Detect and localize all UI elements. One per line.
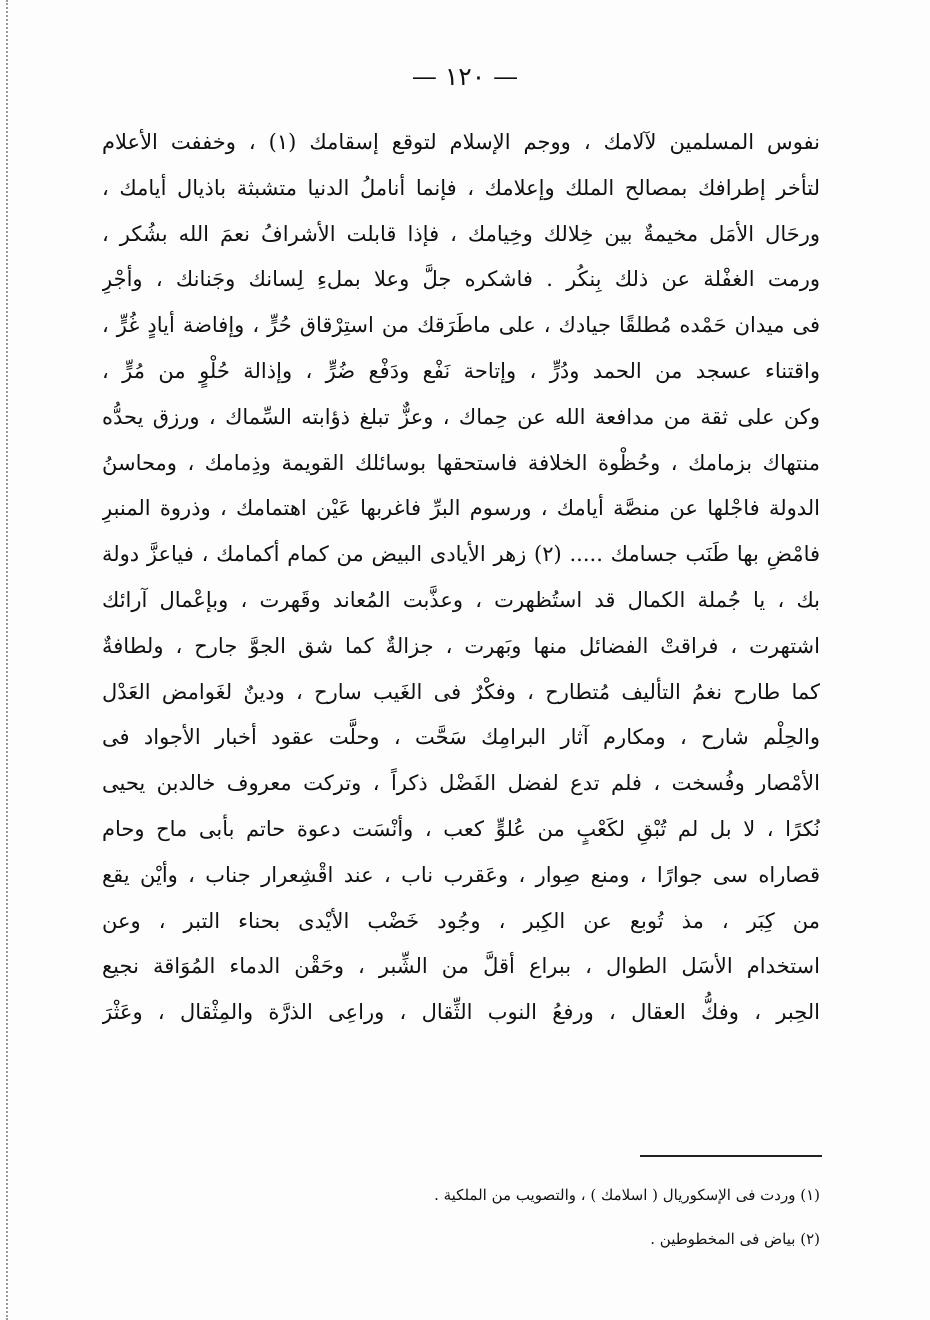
text-line: ورمت الغفْلة عن ذلك بِنكُر . فاشكره جلَّ وعلا بملءِ لِسانك وجَنانك ، وأجْرِ — [102, 267, 820, 292]
text-line: لتأخر إطرافك بمصالح الملك وإعلامك ، فإنما أناملُ الدنيا متشبثة باذيال أيامك ، — [102, 175, 820, 200]
text-line: كما طارح نغمُ التأليف مُتطارح ، وفكْرٌ فى الغَيب سارح ، ودينٌ لغَوامض العَدْل — [102, 679, 820, 704]
footnotes — [300, 1180, 820, 1268]
text-line: منتهاك بزمامك ، وحُظْوة الخلافة فاستحقها بوسائلك القويمة وذِمامك ، ومحاسنُ — [102, 450, 820, 475]
text-line: من كِبَر ، مذ تُوبع عن الكِبر ، وجُود خَضْب الأيْدى بحناء التبر ، وعن — [102, 908, 820, 933]
page-number: — ١٢٠ — — [411, 62, 519, 91]
footnote-2: (٢) بياض فى المخطوطين . — [650, 1230, 820, 1248]
text-line: نُكرًا ، لا بل لم تُبْقِ لكَعْبٍ من عُلوٍّ كعب ، وأنْسَت دعوة حاتم بأبى ماح وحام — [102, 816, 820, 841]
text-line: اشتهرت ، فراقتْ الفضائل منها وبَهرت ، جزالةٌ كما شق الجوَّ جارح ، ولطافةٌ — [102, 633, 820, 658]
scan-edge-dotted-line — [6, 0, 8, 1320]
text-line: الدولة فاجْلها عن منصَّة أيامك ، ورسوم البرِّ فاغربها عَيْن اهتمامك ، وذروة المنبرِ — [102, 496, 820, 521]
text-line: بك ، يا جُملة الكمال قد استُظهرت ، وعذَّبت المُعاند وقَهرت ، وبإعْمال آرائك — [102, 587, 820, 612]
text-line: نفوس المسلمين لآلامك ، ووجم الإسلام لتوقع إسقامك (١) ، وخففت الأعلام — [102, 130, 820, 154]
body-text — [102, 120, 820, 1036]
text-line: الأمْصار وفُسخت ، فلم تدع لفضل الفَضْل ذكراً ، وتركت معروف خالدبن يحيى — [102, 771, 820, 796]
text-line: والحِلْم شارح ، ومكارم آثار البرامِك سَحَّت ، وحلَّت عقود أخبار الأجواد فى — [102, 725, 820, 750]
footnote-1: (١) وردت فى الإسكوريال ( اسلامك ) ، والتصويب من الملكية . — [434, 1186, 820, 1204]
text-line: وكن على ثقة من مدافعة الله عن حِماك ، وعزٌّ تبلغ ذؤابته السِّماك ، ورزق يحدُّه — [102, 404, 820, 429]
footnote-separator — [640, 1155, 822, 1157]
text-line: واقتناء عسجد من الحمد ودُرٍّ ، وإتاحة نَفْع ودَفْع ضُرٍّ ، وإذالة حُلْوٍ من مُرٍّ ، — [102, 358, 820, 383]
text-line: قصاراه سى جوارًا ، ومنع صِوار ، وعَقرب ناب ، عند اقْشِعرار جناب ، وأيْن يقع — [102, 862, 820, 887]
text-line: ورحَال الأمَل مخيمةٌ بين خِلالك وخِيامك ، فإذا قابلت الأشرافُ نعمَ الله بشُكر ، — [102, 221, 820, 246]
text-line: استخدام الأسَل الطوال ، ببراع أقلَّ من الشِّبر ، وحَقْن الدماء المُوَاقة نجيع — [102, 954, 820, 979]
text-line: الحِبر ، وفكُّ العقال ، ورفعُ النوب الثِّقال ، وراعِى الذرَّة والمِثْقال ، وعَثْرَ — [102, 1000, 820, 1025]
text-line: فى ميدان حَمْده مُطلقًا جيادك ، على ماطَرَقك من استِرْقاق حُرٍّ ، وإفاضة أيادٍ غُرٍّ ، — [102, 313, 820, 338]
text-line: فامْضِ بها طَنَب جسامك ..... (٢) زهر الأيادى البيض من كمام أكمامك ، فياعزَّ دولة — [102, 542, 820, 567]
